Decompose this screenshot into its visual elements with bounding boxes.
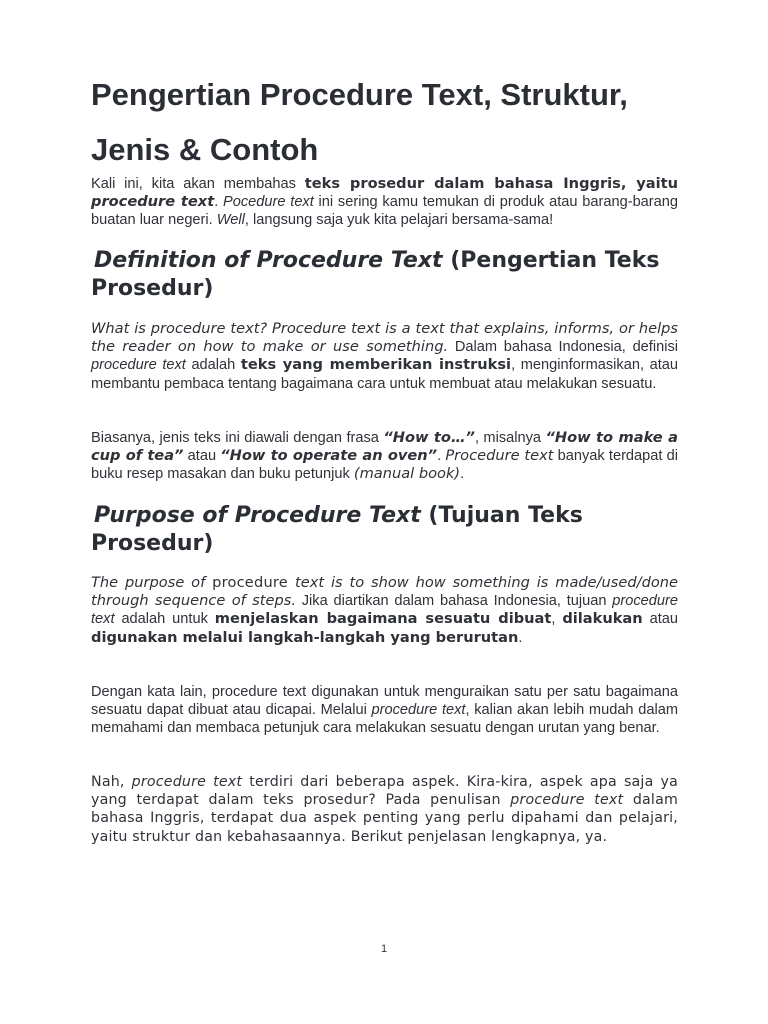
purpose-text: dalam bahasa Inggris, terdapat dua aspek penting yang perlu dipahami dan pelajari, yaitu struktur dan kebahasaannya. Berikut penjelasan lengkapnya, ya.	[91, 792, 678, 845]
purpose-italic: procedure text	[91, 593, 679, 628]
definition-text: .	[460, 466, 465, 483]
definition-text: banyak terdapat di buku resep masakan dan buku petunjuk	[91, 448, 679, 483]
definition-text: atau	[183, 448, 221, 465]
purpose-paragraph-1	[91, 574, 678, 647]
purpose-italic: procedure text	[510, 792, 624, 809]
definition-bold-italic: “How to make a cup of tea”	[91, 429, 678, 465]
intro-text: , langsung saja yuk kita pelajari bersama-sama!	[244, 212, 554, 229]
purpose-text: ,	[551, 611, 563, 628]
purpose-text: terdiri dari beberapa aspek. Kira-kira, aspek apa saja ya yang terdapat dalam teks prosedur? Pada penulisan	[91, 774, 679, 809]
definition-text: , misalnya	[474, 430, 546, 446]
definition-paragraph-2	[91, 429, 678, 484]
purpose-bold: digunakan melalui langkah-langkah yang berurutan	[91, 628, 519, 646]
purpose-heading-en: Purpose of Procedure Text	[94, 503, 421, 528]
definition-text: Dalam bahasa Indonesia, definisi	[448, 339, 678, 356]
intro-bold: teks prosedur dalam bahasa Inggris, yaitu	[304, 175, 678, 192]
intro-bold-italic: procedure text	[91, 193, 215, 211]
intro-text: ini sering kamu temukan di produk atau barang-barang buatan luar negeri.	[91, 194, 679, 229]
purpose-heading-id: (Tujuan Teks Prosedur)	[91, 503, 583, 556]
intro-italic: Pocedure text	[223, 194, 314, 211]
purpose-text: .	[518, 629, 523, 646]
intro-text: .	[214, 194, 224, 211]
purpose-text: Dengan kata lain, procedure text digunakan untuk menguraikan satu per satu bagaimana sesuatu dapat dibuat atau dicapai. Melalui	[91, 684, 678, 719]
definition-italic: Procedure text	[445, 447, 554, 465]
purpose-italic: text is to show how something is made/used/done through sequence of steps.	[91, 574, 678, 610]
definition-text: .	[437, 448, 446, 465]
purpose-text: Nah,	[91, 774, 132, 790]
definition-italic: What is procedure text? Procedure text is a text that explains, informs, or helps the reader on how to make or use something.	[91, 320, 678, 356]
purpose-bold: dilakukan	[562, 610, 643, 628]
purpose-heading	[91, 502, 678, 558]
purpose-paragraph-3	[91, 773, 678, 846]
intro-paragraph	[91, 175, 678, 230]
definition-bold: teks yang memberikan instruksi	[240, 356, 512, 374]
definition-bold-italic: “How to…”	[383, 429, 475, 446]
purpose-text: atau	[642, 611, 678, 628]
purpose-text: , kalian akan lebih mudah dalam memahami dan membaca petunjuk cara melakukan sesuatu dengan urutan yang benar.	[91, 702, 678, 737]
definition-heading-id: (Pengertian Teks Prosedur)	[91, 248, 660, 301]
purpose-italic: procedure text	[371, 702, 466, 719]
definition-bold-italic: “How to operate an oven”	[220, 447, 438, 465]
purpose-text: adalah untuk	[114, 611, 215, 628]
purpose-paragraph-2	[91, 683, 678, 738]
definition-paragraph-1	[91, 320, 678, 393]
purpose-italic: procedure text	[131, 774, 243, 790]
purpose-text: procedure	[212, 574, 296, 591]
definition-text: , menginformasikan, atau membantu pembaca tentang bagaimana cara untuk membuat atau melakukan sesuatu.	[91, 357, 679, 392]
purpose-bold: menjelaskan bagaimana sesuatu dibuat	[214, 610, 552, 628]
definition-heading	[91, 247, 678, 303]
page-title: Pengertian Procedure Text, Struktur, Jenis & Contoh	[91, 77, 628, 167]
page-number: 1	[380, 943, 388, 955]
definition-italic: procedure text	[91, 357, 186, 374]
definition-text: Biasanya, jenis teks ini diawali dengan frasa	[91, 430, 384, 446]
intro-text: Kali ini, kita akan membahas	[91, 176, 305, 192]
definition-heading-en: Definition of Procedure Text	[94, 248, 443, 273]
purpose-italic: The purpose of	[91, 574, 213, 591]
purpose-text: Jika diartikan dalam bahasa Indonesia, tujuan	[295, 593, 613, 610]
intro-italic: Well	[216, 212, 245, 229]
definition-italic: (manual book)	[353, 465, 461, 483]
definition-text: adalah	[185, 357, 241, 374]
